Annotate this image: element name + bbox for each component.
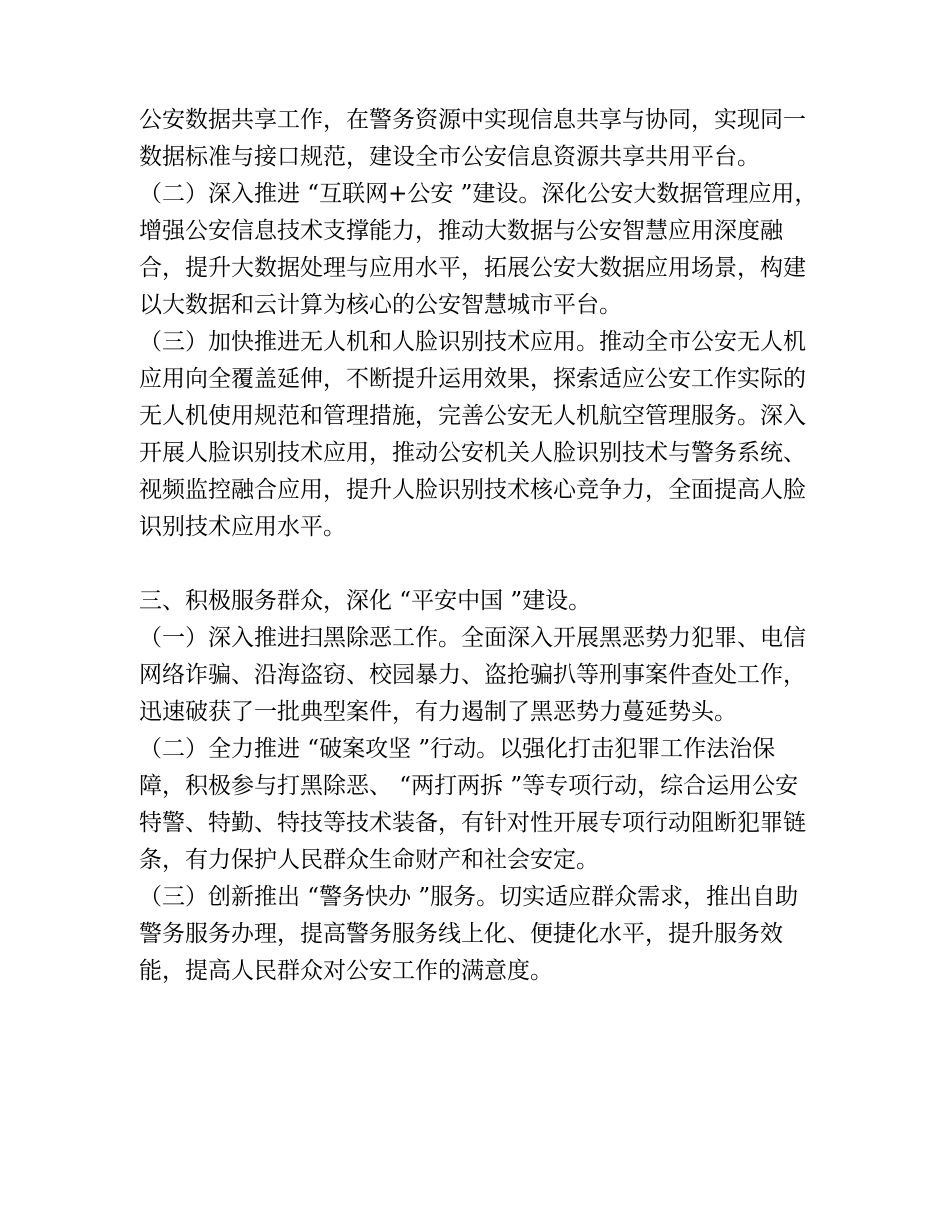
paragraph-intro-continued: 公安数据共享工作，在警务资源中实现信息共享与协同，实现同一数据标准与接口规范，建设全市公安信息资源共享共用平台。 <box>139 107 806 170</box>
paragraph-internet-police: （二）深入推进 “互联网+公安 ”建设。深化公安大数据管理应用，增强公安信息技术支撑能力，推动大数据与公安智慧应用深度融合，提升大数据处理与应用水平，拓展公安大数据应用场景，构建以大数据和云计算为核心的公安智慧城市平台。 <box>139 181 818 318</box>
document-body <box>139 102 819 990</box>
paragraph-anti-gang: （一）深入推进扫黑除恶工作。全面深入开展黑恶势力犯罪、电信网络诈骗、沿海盗窃、校园暴力、盗抢骗扒等刑事案件查处工作，迅速破获了一批典型案件，有力遏制了黑恶势力蔓延势头。 <box>139 625 806 725</box>
section-spacer <box>139 546 819 583</box>
paragraph-case-solving: （二）全力推进 “破案攻坚 ”行动。以强化打击犯罪工作法治保障，积极参与打黑除恶、 “两打两拆 ”等专项行动，综合运用公安特警、特勤、特技等技术装备，有针对性开展专项行动阻断犯罪链条，有力保护人民群众生命财产和社会安定。 <box>139 736 806 873</box>
section-heading-serve-public: 三、积极服务群众，深化 “平安中国 ”建设。 <box>139 588 592 614</box>
paragraph-fast-service: （三）创新推出 “警务快办 ”服务。切实适应群众需求，推出自助警务服务办理，提高警务服务线上化、便捷化水平，提升服务效能，提高人民群众对公安工作的满意度。 <box>139 884 799 984</box>
paragraph-drone-face-recognition: （三）加快推进无人机和人脸识别技术应用。推动全市公安无人机应用向全覆盖延伸，不断提升运用效果，探索适应公安工作实际的无人机使用规范和管理措施，完善公安无人机航空管理服务。深入开展人脸识别技术应用，推动公安机关人脸识别技术与警务系统、视频监控融合应用，提升人脸识别技术核心竞争力，全面提高人脸识别技术应用水平。 <box>139 329 806 540</box>
